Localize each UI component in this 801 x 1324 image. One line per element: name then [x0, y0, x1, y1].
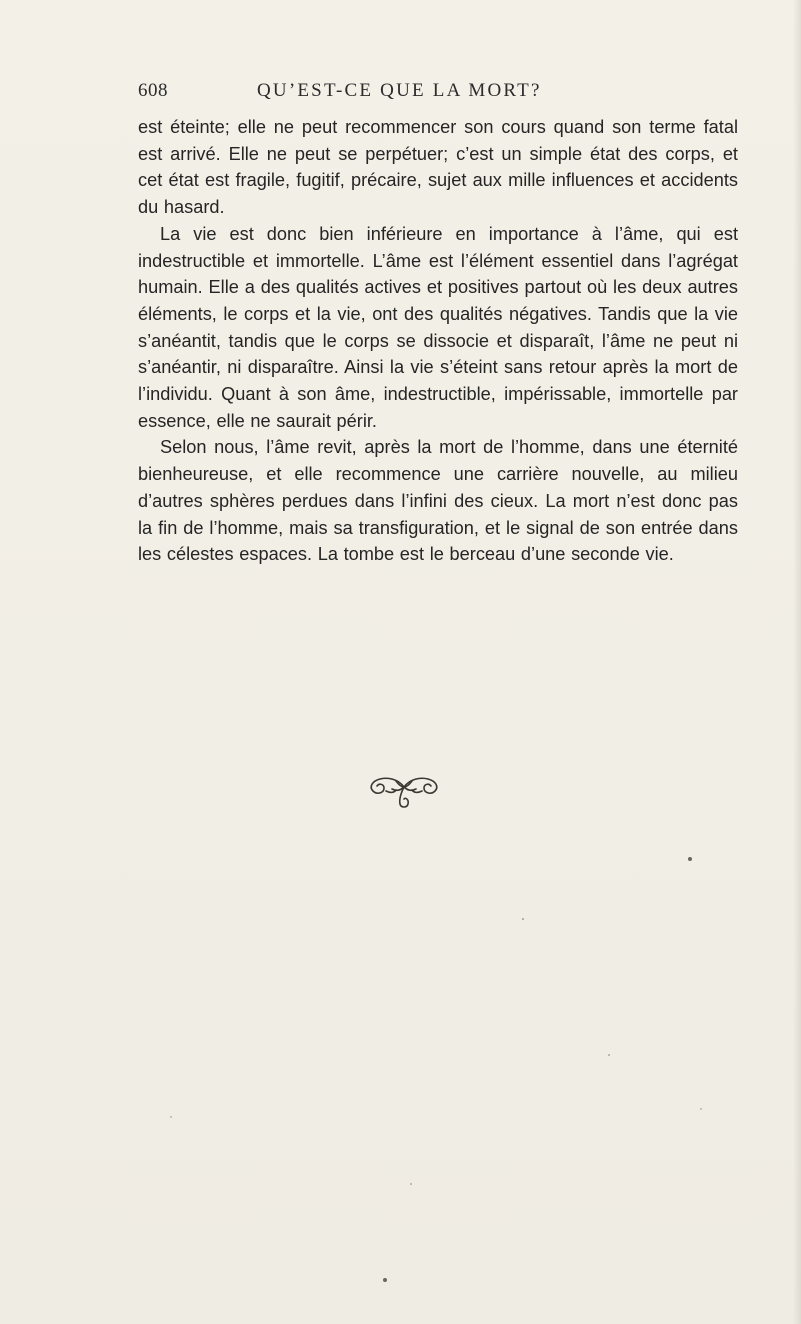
running-title: QU’EST-CE QUE LA MORT? [257, 80, 542, 101]
paper-speck [170, 1116, 172, 1118]
paper-speck [383, 1278, 387, 1282]
paragraph-1: est éteinte; elle ne peut recommencer son cours quand son terme fatal est arrivé. Elle ne peut se perpétuer; c’est un simple état des corps, et cet état est fragile, fugitif, précaire, sujet aux mille influences et accidents du hasard. [138, 117, 738, 218]
paper-speck [688, 857, 692, 861]
tailpiece-ornament-icon [366, 773, 442, 813]
page-number: 608 [138, 80, 168, 101]
paper-speck [608, 1054, 610, 1056]
paragraph-3: Selon nous, l’âme revit, après la mort de l’homme, dans une éternité bienheureuse, et elle recommence une carrière nouvelle, au milieu d’autres sphères perdues dans l’infini des cieux. La mort n’est donc pas la fin de l’homme, mais sa transfiguration, et le signal de son entrée dans les célestes espaces. La tombe est le berceau d’une seconde vie. [138, 437, 738, 565]
page-edge-shadow [793, 0, 801, 1324]
paper-speck [410, 1183, 412, 1185]
paper-speck [700, 1108, 702, 1110]
paper-speck [522, 918, 524, 920]
page-header [138, 80, 698, 106]
paragraph-2: La vie est donc bien inférieure en importance à l’âme, qui est indestructible et immortelle. L’âme est l’élément essentiel dans l’agrégat humain. Elle a des qualités actives et positives partout où les deux autres éléments, le corps et la vie, ont des qualités négatives. Tandis que la vie s’anéantit, tandis que le corps se dissocie et disparaît, l’âme ne peut ni s’anéantir, ni disparaître. Ainsi la vie s’éteint sans retour après la mort de l’individu. Quant à son âme, indestructible, impérissable, immortelle par essence, elle ne saurait périr. [138, 223, 738, 431]
body-text [138, 114, 738, 568]
